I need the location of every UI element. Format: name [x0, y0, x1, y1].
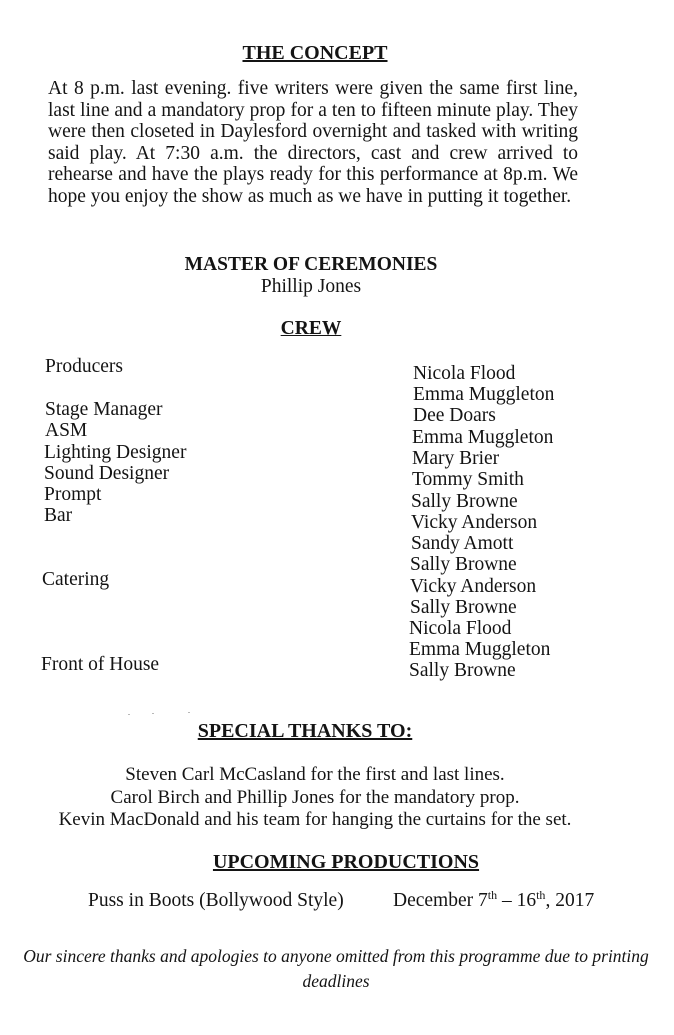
crew-person: Sally Browne — [409, 660, 516, 681]
crew-role-asm: ASM — [45, 420, 88, 441]
mc-heading: MASTER OF CEREMONIES — [184, 254, 438, 275]
print-speck — [128, 714, 130, 715]
crew-role-stage-manager: Stage Manager — [45, 399, 163, 420]
crew-role-producers: Producers — [45, 356, 123, 377]
crew-person: Nicola Flood — [413, 363, 516, 384]
crew-role-sound-designer: Sound Designer — [44, 463, 170, 484]
crew-person: Emma Muggleton — [412, 427, 554, 448]
crew-person: Sandy Amott — [411, 533, 514, 554]
crew-role-lighting-designer: Lighting Designer — [44, 442, 187, 463]
crew-person: Mary Brier — [412, 448, 500, 469]
crew-person: Sally Browne — [411, 491, 518, 512]
date-year: , 2017 — [545, 890, 595, 911]
crew-person: Dee Doars — [413, 405, 496, 426]
date-start: December 7 — [393, 890, 488, 911]
crew-person: Nicola Flood — [409, 618, 512, 639]
crew-role-bar: Bar — [44, 505, 73, 526]
date-end-suffix: th — [536, 888, 546, 902]
print-speck — [152, 713, 154, 714]
crew-role-front-of-house: Front of House — [41, 654, 160, 675]
crew-person: Sally Browne — [410, 597, 517, 618]
mc-name: Phillip Jones — [260, 276, 362, 297]
crew-person: Vicky Anderson — [411, 512, 538, 533]
crew-heading: CREW — [280, 318, 342, 339]
upcoming-productions-heading: UPCOMING PRODUCTIONS — [212, 851, 480, 873]
crew-person: Vicky Anderson — [410, 576, 537, 597]
upcoming-show-dates — [393, 890, 594, 912]
thanks-line: Kevin MacDonald and his team for hanging the curtains for the set. — [58, 809, 572, 830]
crew-person: Emma Muggleton — [413, 384, 555, 405]
crew-person: Emma Muggleton — [409, 639, 551, 660]
thanks-line: Steven Carl McCasland for the first and last lines. — [125, 764, 505, 785]
print-speck — [188, 712, 190, 713]
footer-note: Our sincere thanks and apologies to anyone omitted from this programme due to printing deadlines — [23, 946, 649, 991]
concept-paragraph: At 8 p.m. last evening. five writers were given the same first line, last line and a mandatory prop for a ten to fifteen minute play. They were then closeted in Daylesford overnight and tasked with writing said play. At 7:30 a.m. the directors, cast and crew arrived to rehearse and have the plays ready for this performance at 8p.m. We hope you enjoy the show as much as we have in putting it together. — [48, 78, 578, 207]
crew-role-prompt: Prompt — [44, 484, 102, 505]
thanks-line: Carol Birch and Phillip Jones for the mandatory prop. — [110, 787, 520, 808]
date-separator: – 16 — [497, 890, 537, 911]
concept-heading: THE CONCEPT — [242, 42, 388, 64]
special-thanks-heading: SPECIAL THANKS TO: — [197, 720, 413, 742]
date-start-suffix: th — [487, 888, 498, 902]
crew-person: Tommy Smith — [412, 469, 524, 490]
upcoming-show-title: Puss in Boots (Bollywood Style) — [88, 890, 344, 911]
crew-role-catering: Catering — [42, 569, 110, 590]
crew-person: Sally Browne — [410, 554, 517, 575]
